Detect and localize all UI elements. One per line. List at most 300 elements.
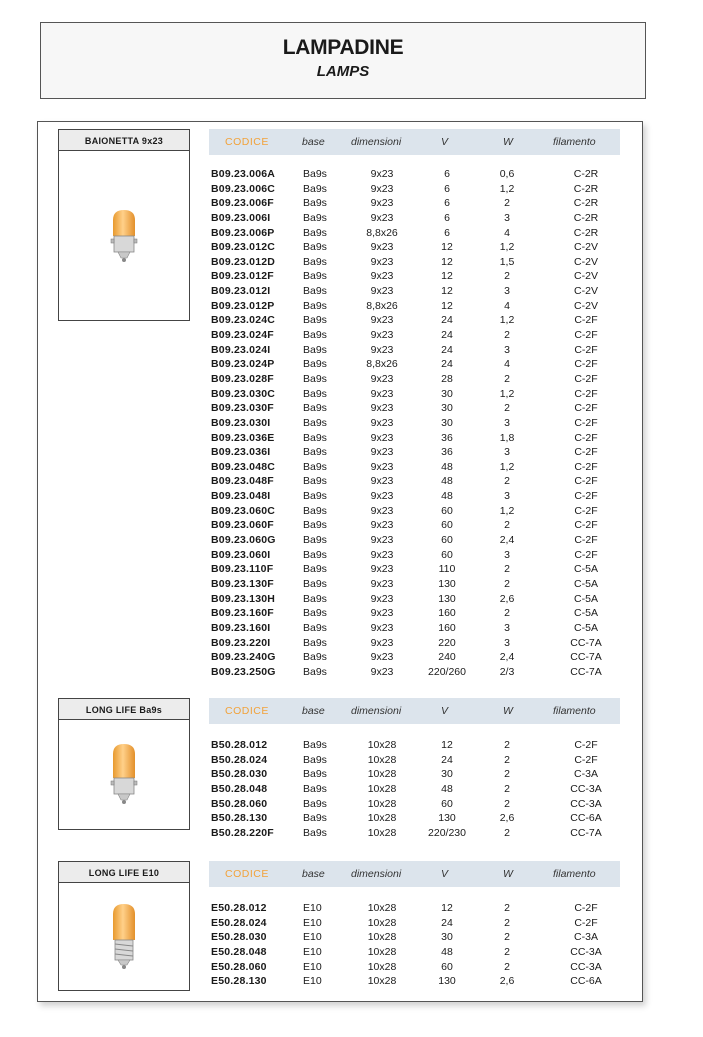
cell-v: 48 [441, 490, 453, 503]
table-row [209, 974, 639, 989]
cell-w: 2 [504, 563, 510, 576]
cell-v: 24 [441, 329, 453, 342]
cell-dim: 8,8x26 [366, 226, 398, 239]
cell-w: 2 [504, 519, 510, 532]
cell-base: Ba9s [303, 168, 327, 180]
cell-v: 130 [438, 592, 456, 605]
cell-w: 2,4 [499, 534, 515, 547]
cell-fil: C-2V [574, 241, 598, 254]
table-row [209, 960, 639, 975]
cell-code: B09.23.006I [211, 211, 271, 224]
header-v: V [441, 868, 449, 880]
cell-fil: C-2R [573, 197, 599, 210]
cell-base: Ba9s [303, 255, 327, 268]
cell-w: 2 [504, 197, 510, 210]
cell-base: Ba9s [303, 607, 327, 620]
cell-w: 2 [504, 945, 510, 958]
cell-v: 160 [438, 621, 456, 634]
cell-fil: C-5A [574, 607, 598, 620]
section-label: LONG LIFE Ba9s [58, 698, 190, 720]
section-label: LONG LIFE E10 [58, 861, 190, 883]
cell-dim: 9x23 [370, 329, 394, 342]
table-row [209, 797, 639, 812]
cell-w: 4 [504, 226, 510, 239]
title-box [40, 22, 646, 99]
table-row [209, 592, 639, 607]
cell-dim: 10x28 [367, 902, 397, 914]
header-v: V [441, 705, 449, 717]
cell-base: Ba9s [303, 826, 327, 839]
cell-v: 12 [441, 270, 453, 283]
cell-code: B09.23.130H [211, 592, 276, 605]
cell-base: Ba9s [303, 534, 327, 547]
cell-dim: 10x28 [367, 753, 397, 766]
table-row [209, 387, 639, 402]
cell-dim: 9x23 [370, 563, 394, 576]
cell-dim: 9x23 [370, 416, 394, 429]
cell-v: 12 [441, 255, 453, 268]
table-row [209, 533, 639, 548]
cell-dim: 10x28 [367, 797, 397, 810]
cell-base: Ba9s [303, 460, 327, 473]
cell-base: Ba9s [303, 782, 327, 795]
cell-dim: 9x23 [370, 621, 394, 634]
table-row [209, 504, 639, 519]
cell-fil: C-2F [574, 431, 598, 444]
cell-w: 2/3 [499, 665, 515, 678]
cell-fil: C-2F [574, 460, 598, 473]
cell-v: 12 [441, 241, 453, 254]
cell-code: B09.23.006A [211, 168, 276, 180]
table-row [209, 753, 639, 768]
table-row [209, 284, 639, 299]
cell-code: B09.23.030C [211, 387, 276, 400]
cell-base: Ba9s [303, 387, 327, 400]
cell-v: 48 [441, 782, 453, 795]
table-row [209, 548, 639, 563]
table-row [209, 665, 639, 680]
cell-fil: CC-7A [570, 665, 602, 678]
cell-base: Ba9s [303, 475, 327, 488]
cell-w: 1,2 [499, 387, 515, 400]
cell-code: B09.23.006P [211, 226, 275, 239]
cell-v: 30 [441, 768, 453, 781]
cell-w: 2 [504, 402, 510, 415]
cell-v: 24 [441, 314, 453, 327]
cell-dim: 10x28 [367, 931, 397, 944]
cell-code: B09.23.160F [211, 607, 274, 620]
cell-fil: C-2F [574, 519, 598, 532]
header-w: W [503, 705, 513, 717]
cell-v: 110 [438, 563, 456, 576]
header-fil: filamento [553, 136, 596, 148]
cell-fil: CC-7A [570, 826, 602, 839]
cell-code: B09.23.012F [211, 270, 274, 283]
cell-v: 12 [441, 299, 453, 312]
header-dim: dimensioni [351, 705, 402, 717]
cell-code: E50.28.060 [211, 960, 267, 973]
cell-code: B50.28.130 [211, 812, 268, 825]
cell-v: 12 [441, 902, 453, 914]
table-row [209, 606, 639, 621]
page-subtitle: LAMPS [316, 63, 370, 80]
cell-w: 1,2 [499, 504, 515, 517]
cell-v: 6 [444, 182, 450, 195]
cell-base: Ba9s [303, 563, 327, 576]
header-w: W [503, 868, 513, 880]
header-code: CODICE [225, 705, 269, 717]
cell-fil: CC-3A [570, 945, 602, 958]
cell-w: 3 [504, 548, 510, 561]
cell-base: Ba9s [303, 504, 327, 517]
cell-w: 4 [504, 358, 510, 371]
header-base: base [302, 705, 325, 717]
cell-base: Ba9s [303, 226, 327, 239]
cell-fil: C-5A [574, 592, 598, 605]
cell-base: Ba9s [303, 812, 327, 825]
cell-dim: 9x23 [370, 314, 394, 327]
cell-v: 36 [441, 446, 453, 459]
cell-base: E10 [303, 960, 322, 973]
table-row [209, 621, 639, 636]
cell-dim: 10x28 [367, 739, 397, 751]
cell-w: 1,2 [499, 314, 515, 327]
cell-code: B09.23.012I [211, 285, 271, 298]
cell-fil: C-2V [574, 299, 598, 312]
cell-base: Ba9s [303, 314, 327, 327]
table-row [209, 372, 639, 387]
cell-w: 2,6 [499, 812, 515, 825]
cell-v: 48 [441, 475, 453, 488]
cell-fil: C-2F [574, 372, 598, 385]
cell-v: 6 [444, 168, 450, 180]
cell-w: 3 [504, 416, 510, 429]
cell-w: 2 [504, 475, 510, 488]
cell-dim: 10x28 [367, 782, 397, 795]
cell-code: B09.23.024F [211, 329, 274, 342]
cell-dim: 9x23 [370, 519, 394, 532]
cell-dim: 9x23 [370, 665, 394, 678]
product-image [58, 883, 190, 991]
cell-dim: 9x23 [370, 446, 394, 459]
cell-code: B09.23.048I [211, 490, 271, 503]
cell-fil: C-2R [573, 226, 599, 239]
cell-fil: CC-7A [570, 636, 602, 649]
cell-dim: 9x23 [370, 475, 394, 488]
cell-code: E50.28.130 [211, 975, 267, 988]
cell-code: B50.28.012 [211, 739, 268, 751]
cell-base: Ba9s [303, 446, 327, 459]
cell-dim: 9x23 [370, 548, 394, 561]
cell-code: B09.23.030F [211, 402, 274, 415]
cell-v: 60 [441, 960, 453, 973]
cell-v: 30 [441, 402, 453, 415]
cell-fil: CC-3A [570, 960, 602, 973]
cell-v: 12 [441, 739, 453, 751]
cell-w: 1,2 [499, 460, 515, 473]
cell-w: 3 [504, 446, 510, 459]
table-row [209, 416, 639, 431]
cell-base: Ba9s [303, 358, 327, 371]
table-header [209, 698, 620, 724]
cell-code: B09.23.130F [211, 577, 274, 590]
cell-code: B09.23.060F [211, 519, 274, 532]
cell-dim: 10x28 [367, 945, 397, 958]
cell-fil: C-2F [574, 358, 598, 371]
cell-v: 160 [438, 607, 456, 620]
cell-dim: 9x23 [370, 168, 394, 180]
cell-v: 60 [441, 548, 453, 561]
cell-base: Ba9s [303, 241, 327, 254]
table-row [209, 431, 639, 446]
cell-fil: C-2F [574, 402, 598, 415]
table-row [209, 343, 639, 358]
cell-v: 240 [438, 651, 456, 664]
header-dim: dimensioni [351, 868, 402, 880]
cell-dim: 9x23 [370, 577, 394, 590]
table-row [209, 328, 639, 343]
cell-code: B09.23.060C [211, 504, 276, 517]
cell-w: 2 [504, 753, 510, 766]
cell-base: Ba9s [303, 490, 327, 503]
cell-fil: C-2F [574, 902, 598, 914]
table-row [209, 577, 639, 592]
cell-dim: 9x23 [370, 402, 394, 415]
cell-fil: C-2R [573, 168, 599, 180]
table-row [209, 767, 639, 782]
cell-code: B09.23.036E [211, 431, 275, 444]
cell-w: 2 [504, 329, 510, 342]
cell-code: E50.28.024 [211, 916, 267, 929]
cell-v: 220/230 [428, 826, 466, 839]
cell-code: B09.23.006C [211, 182, 276, 195]
cell-w: 2,4 [499, 651, 515, 664]
cell-v: 60 [441, 519, 453, 532]
cell-code: B09.23.012P [211, 299, 275, 312]
cell-fil: C-2V [574, 270, 598, 283]
cell-w: 2 [504, 607, 510, 620]
cell-code: B09.23.024I [211, 343, 271, 356]
cell-v: 24 [441, 358, 453, 371]
cell-w: 2 [504, 270, 510, 283]
cell-fil: C-2F [574, 548, 598, 561]
table-row [209, 357, 639, 372]
cell-v: 48 [441, 945, 453, 958]
cell-fil: C-2F [574, 446, 598, 459]
cell-code: B09.23.240G [211, 651, 276, 664]
table-row [209, 930, 639, 945]
cell-base: Ba9s [303, 197, 327, 210]
cell-w: 2 [504, 826, 510, 839]
cell-base: E10 [303, 916, 322, 929]
cell-dim: 10x28 [367, 826, 397, 839]
cell-fil: CC-7A [570, 651, 602, 664]
cell-v: 30 [441, 416, 453, 429]
cell-base: Ba9s [303, 211, 327, 224]
cell-v: 24 [441, 753, 453, 766]
cell-dim: 9x23 [370, 592, 394, 605]
cell-code: E50.28.030 [211, 931, 267, 944]
cell-fil: C-2F [574, 504, 598, 517]
cell-base: Ba9s [303, 753, 327, 766]
cell-base: Ba9s [303, 270, 327, 283]
cell-w: 1,2 [499, 182, 515, 195]
cell-fil: C-2R [573, 182, 599, 195]
cell-fil: C-2F [574, 343, 598, 356]
cell-w: 1,2 [499, 241, 515, 254]
table-row [209, 226, 639, 241]
cell-fil: C-2F [574, 329, 598, 342]
cell-code: B09.23.024C [211, 314, 276, 327]
table-body [209, 167, 639, 679]
table-row [209, 269, 639, 284]
cell-v: 24 [441, 916, 453, 929]
header-w: W [503, 136, 513, 148]
header-base: base [302, 136, 325, 148]
cell-dim: 9x23 [370, 285, 394, 298]
section-label: BAIONETTA 9x23 [58, 129, 190, 151]
cell-w: 2 [504, 372, 510, 385]
cell-dim: 9x23 [370, 372, 394, 385]
cell-fil: C-2V [574, 285, 598, 298]
cell-v: 60 [441, 797, 453, 810]
table-row [209, 255, 639, 270]
cell-code: B09.23.110F [211, 563, 274, 576]
cell-code: E50.28.012 [211, 902, 267, 914]
cell-v: 24 [441, 343, 453, 356]
cell-fil: C-2F [574, 739, 598, 751]
page-title: LAMPADINE [282, 36, 404, 59]
cell-v: 28 [441, 372, 453, 385]
cell-w: 3 [504, 285, 510, 298]
cell-base: Ba9s [303, 182, 327, 195]
cell-w: 4 [504, 299, 510, 312]
cell-w: 2 [504, 797, 510, 810]
table-row [209, 240, 639, 255]
cell-base: Ba9s [303, 665, 327, 678]
table-row [209, 182, 639, 197]
table-row [209, 782, 639, 797]
cell-base: Ba9s [303, 329, 327, 342]
cell-v: 60 [441, 534, 453, 547]
table-row [209, 445, 639, 460]
cell-dim: 10x28 [367, 768, 397, 781]
cell-fil: C-2F [574, 475, 598, 488]
cell-fil: CC-3A [570, 797, 602, 810]
table-row [209, 650, 639, 665]
header-code: CODICE [225, 868, 269, 880]
cell-fil: C-2F [574, 916, 598, 929]
cell-w: 2 [504, 931, 510, 944]
cell-fil: C-2R [573, 211, 599, 224]
cell-base: Ba9s [303, 519, 327, 532]
table-row [209, 489, 639, 504]
cell-w: 2 [504, 960, 510, 973]
cell-fil: C-3A [574, 768, 598, 781]
cell-v: 30 [441, 931, 453, 944]
cell-code: B09.23.030I [211, 416, 271, 429]
header-v: V [441, 136, 449, 148]
product-image [58, 151, 190, 321]
cell-w: 3 [504, 621, 510, 634]
cell-dim: 8,8x26 [366, 299, 398, 312]
cell-code: B09.23.250G [211, 665, 276, 678]
cell-base: Ba9s [303, 548, 327, 561]
cell-fil: C-2V [574, 255, 598, 268]
cell-code: B09.23.028F [211, 372, 274, 385]
cell-v: 6 [444, 226, 450, 239]
cell-v: 220 [438, 636, 456, 649]
cell-code: B50.28.048 [211, 782, 268, 795]
cell-code: B09.23.024P [211, 358, 275, 371]
table-row [209, 299, 639, 314]
cell-v: 30 [441, 387, 453, 400]
table-row [209, 901, 639, 916]
table-row [209, 811, 639, 826]
cell-code: B09.23.036I [211, 446, 271, 459]
cell-base: Ba9s [303, 577, 327, 590]
table-header [209, 861, 620, 887]
cell-fil: C-2F [574, 314, 598, 327]
cell-fil: C-2F [574, 534, 598, 547]
cell-dim: 9x23 [370, 460, 394, 473]
cell-code: B50.28.060 [211, 797, 268, 810]
cell-base: Ba9s [303, 343, 327, 356]
cell-dim: 9x23 [370, 255, 394, 268]
cell-base: Ba9s [303, 621, 327, 634]
cell-code: B09.23.220I [211, 636, 271, 649]
table-row [209, 916, 639, 931]
cell-base: Ba9s [303, 285, 327, 298]
header-fil: filamento [553, 705, 596, 717]
table-body [209, 738, 639, 840]
cell-code: B09.23.012D [211, 255, 276, 268]
table-row [209, 826, 639, 841]
cell-code: B09.23.060I [211, 548, 271, 561]
table-body [209, 901, 639, 989]
cell-base: Ba9s [303, 299, 327, 312]
cell-fil: C-2F [574, 753, 598, 766]
cell-base: Ba9s [303, 592, 327, 605]
cell-v: 48 [441, 460, 453, 473]
cell-dim: 9x23 [370, 197, 394, 210]
cell-dim: 9x23 [370, 504, 394, 517]
cell-base: Ba9s [303, 636, 327, 649]
cell-w: 2,6 [499, 975, 515, 988]
table-row [209, 167, 639, 182]
cell-code: B09.23.048C [211, 460, 276, 473]
cell-base: Ba9s [303, 768, 327, 781]
cell-dim: 10x28 [367, 916, 397, 929]
cell-dim: 10x28 [367, 975, 397, 988]
table-row [209, 401, 639, 416]
table-row [209, 738, 639, 753]
cell-base: Ba9s [303, 431, 327, 444]
table-row [209, 636, 639, 651]
cell-dim: 9x23 [370, 534, 394, 547]
cell-base: Ba9s [303, 402, 327, 415]
table-row [209, 562, 639, 577]
cell-base: Ba9s [303, 797, 327, 810]
cell-w: 2 [504, 577, 510, 590]
cell-code: B09.23.012C [211, 241, 276, 254]
cell-code: B50.28.030 [211, 768, 268, 781]
cell-fil: C-2F [574, 416, 598, 429]
cell-w: 0,6 [499, 168, 515, 180]
cell-base: Ba9s [303, 739, 327, 751]
cell-base: E10 [303, 931, 322, 944]
cell-base: E10 [303, 902, 322, 914]
